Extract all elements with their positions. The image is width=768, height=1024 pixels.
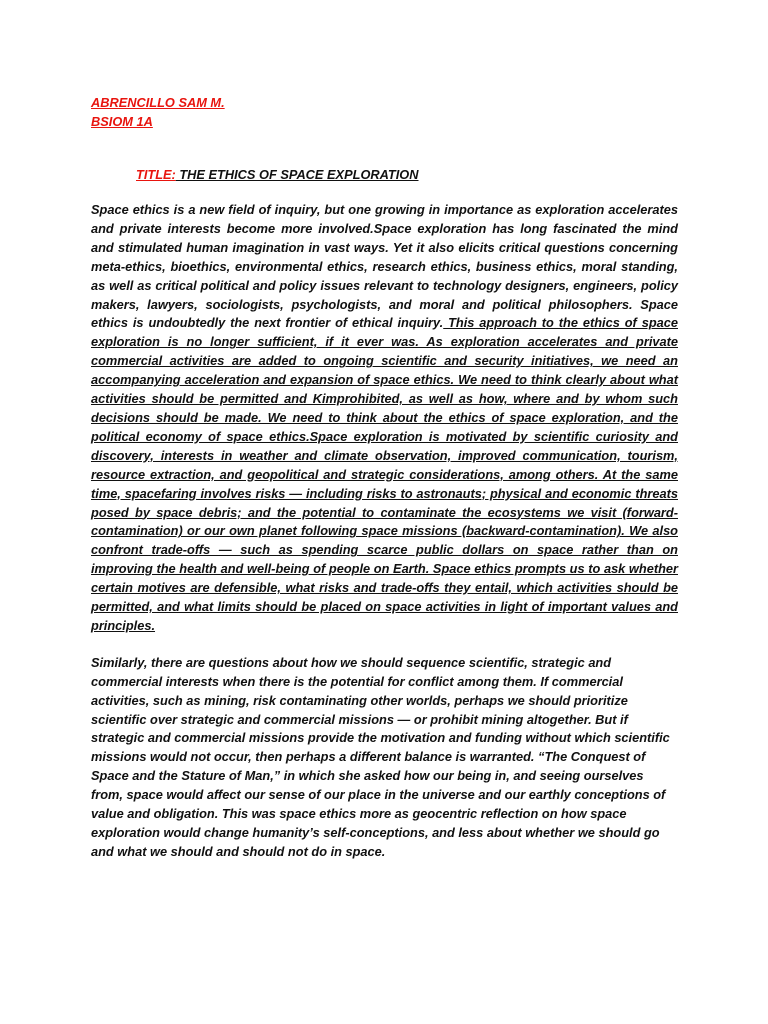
title-text: THE ETHICS OF SPACE EXPLORATION (175, 167, 419, 182)
document-title (91, 165, 678, 184)
paragraph-2: Similarly, there are questions about how we should sequence scientific, strategic and commercial interests when there is the potential for conflict among them. If commercial activities, such as mining, risk contaminating other worlds, perhaps we should prioritize scientific over strategic and commercial missions — or prohibit mining altogether. But if strategic and commercial missions provide the motivation and funding without which scientific missions would not occur, then perhaps a different balance is warranted. “The Conquest of Space and the Stature of Man,” in which she asked how our being in, and seeing ourselves from, space would affect our sense of our place in the universe and our earthly conceptions of value and obligation. This was space ethics more as geocentric reflection on how space exploration would change humanity’s self-conceptions, and less about whether we should go and what we should and should not do in space. (91, 654, 670, 859)
paragraph-1-intro: Space ethics is a new field of inquiry, but one growing in importance as exploration accelerates and private interests become more involved.Space exploration has long fascinated the mind and stimulated human imagination in vast ways. Yet it also elicits critical questions concerning meta-ethics, bioethics, environmental ethics, research ethics, business ethics, moral standing, as well as critical political and policy issues relevant to technology designers, engineers, policy makers, lawyers, sociologists, psychologists, and moral and political philosophers. Space ethics is undoubtedly the next frontier of ethical inquiry. (91, 202, 678, 331)
paragraph-1-underlined: This approach to the ethics of space exploration is no longer sufficient, if it ever was. As exploration accelerates and private commercial activities are added to ongoing scientific and security initiatives, we need an accompanying acceleration and expansion of space ethics. We need to think clearly about what activities should be permitted and Kimprohibited, as well as how, where and by whom such decisions should be made. We need to think about the ethics of space exploration, and the political economy of space ethics.Space exploration is motivated by scientific curiosity and discovery, interests in weather and climate observation, improved communication, tourism, resource extraction, and geopolitical and strategic considerations, among others. At the same time, spacefaring involves risks — including risks to astronauts; physical and economic threats posed by space debris; and the potential to contaminate the ecosystems we visit (forward-contamination) or our own planet following space missions (backward-contamination). We also confront trade-offs — such as spending scarce public dollars on space rather than on improving the health and well-being of people on Earth. Space ethics prompts us to ask whether certain motives are defensible, what risks and trade-offs they entail, which activities should be permitted, and what limits should be placed on space activities in light of important values and principles. (91, 315, 678, 633)
author-section: BSIOM 1A (91, 114, 153, 129)
title-label: TITLE: (136, 167, 176, 182)
document-body (91, 93, 678, 862)
author-name: ABRENCILLO SAM M. (91, 95, 225, 110)
paragraph-1 (91, 201, 678, 636)
